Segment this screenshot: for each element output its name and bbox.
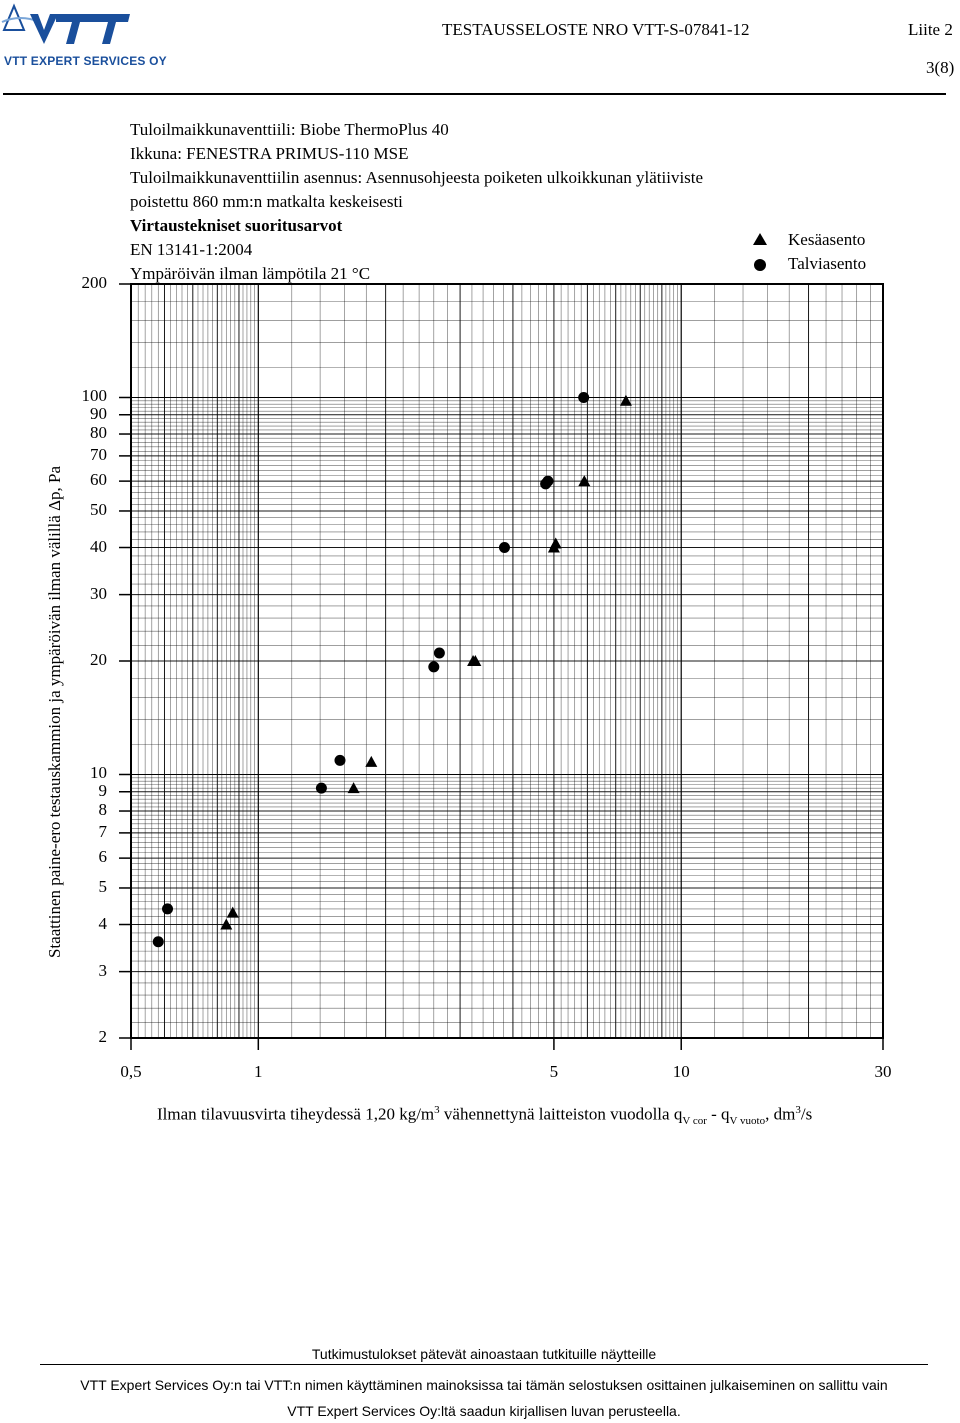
y-tick-label: 3 bbox=[98, 960, 107, 980]
x-label-sup2: 3 bbox=[795, 1104, 801, 1116]
data-point-winter bbox=[334, 755, 345, 766]
y-tick-label: 7 bbox=[98, 821, 107, 841]
x-label-mid3: , dm bbox=[765, 1104, 796, 1124]
page-number: 3(8) bbox=[926, 58, 955, 77]
y-tick-label: 100 bbox=[81, 386, 107, 406]
info-line-installation: Tuloilmaikkunaventtiilin asennus: Asennusohjeesta poiketen ulkoikkunan ylätiiviste bbox=[130, 168, 704, 187]
y-tick-label: 9 bbox=[98, 780, 107, 800]
y-tick-label: 30 bbox=[90, 583, 107, 603]
data-point-winter bbox=[428, 661, 439, 672]
data-point-summer bbox=[550, 537, 562, 548]
appendix-label: Liite 2 bbox=[908, 20, 953, 39]
y-tick-label: 40 bbox=[90, 536, 107, 556]
info-line-standard: EN 13141-1:2004 bbox=[130, 240, 253, 259]
x-label-mid1: vähennettynä laitteiston vuodolla q bbox=[439, 1104, 683, 1124]
y-tick-label: 60 bbox=[90, 470, 107, 490]
footer-line-usage: VTT Expert Services Oy:n tai VTT:n nimen käyttäminen mainoksissa tai tämän selostuksen osittainen julkaiseminen on sallittu vain bbox=[80, 1377, 888, 1393]
data-point-summer bbox=[348, 782, 360, 793]
data-point-winter bbox=[499, 542, 510, 553]
y-tick-label: 50 bbox=[90, 499, 107, 519]
info-line-valve: Tuloilmaikkunaventtiili: Biobe ThermoPlus 40 bbox=[130, 120, 449, 139]
x-tick-label: 0,5 bbox=[120, 1062, 142, 1081]
y-tick-label: 2 bbox=[98, 1027, 107, 1046]
data-point-winter bbox=[153, 936, 164, 947]
logo-text: VTT EXPERT SERVICES OY bbox=[4, 54, 167, 68]
info-line-performance: Virtaustekniset suoritusarvot bbox=[130, 216, 343, 235]
y-tick-label: 10 bbox=[90, 763, 107, 783]
data-point-summer bbox=[365, 756, 377, 767]
data-point-winter bbox=[542, 476, 553, 487]
x-tick-label: 30 bbox=[874, 1062, 892, 1081]
y-tick-label: 20 bbox=[90, 650, 107, 669]
y-tick-label: 6 bbox=[98, 847, 107, 867]
y-tick-label: 4 bbox=[98, 913, 107, 933]
info-line-installation-cont: poistettu 860 mm:n matkalta keskeisesti bbox=[130, 192, 403, 211]
data-point-winter bbox=[434, 648, 445, 659]
y-tick-label: 200 bbox=[81, 273, 107, 292]
data-point-summer bbox=[620, 395, 632, 406]
x-axis-label bbox=[157, 1104, 812, 1127]
footer-line-permission: VTT Expert Services Oy:ltä saadun kirjallisen luvan perusteella. bbox=[287, 1403, 681, 1419]
x-label-mid2: - q bbox=[706, 1104, 730, 1124]
x-tick-label: 10 bbox=[672, 1062, 690, 1081]
y-tick-label: 70 bbox=[90, 444, 107, 464]
legend-label-winter: Talviasento bbox=[788, 254, 867, 273]
y-tick-label: 80 bbox=[90, 423, 107, 443]
data-point-winter bbox=[316, 783, 327, 794]
x-label-pre: Ilman tilavuusvirta tiheydessä 1,20 kg/m bbox=[157, 1104, 435, 1124]
y-axis-label: Staattinen paine-ero testauskammion ja ympäröivän ilman välillä Δp, Pa bbox=[45, 466, 64, 958]
x-tick-label: 1 bbox=[254, 1062, 263, 1081]
report-number: TESTAUSSELOSTE NRO VTT-S-07841-12 bbox=[442, 20, 750, 39]
x-label-sub2: V vuoto bbox=[729, 1115, 766, 1128]
x-label-post: /s bbox=[800, 1104, 813, 1124]
x-label-sup1: 3 bbox=[434, 1104, 440, 1116]
legend-label-summer: Kesäasento bbox=[788, 230, 866, 249]
y-tick-label: 5 bbox=[98, 876, 107, 896]
x-tick-label: 5 bbox=[549, 1062, 559, 1081]
info-line-window: Ikkuna: FENESTRA PRIMUS-110 MSE bbox=[130, 144, 409, 163]
info-line-temperature: Ympäröivän ilman lämpötila 21 °C bbox=[130, 264, 371, 283]
x-label-sub1: V cor bbox=[682, 1115, 707, 1128]
data-point-winter bbox=[578, 392, 589, 403]
data-point-summer bbox=[227, 907, 239, 918]
y-tick-label: 90 bbox=[90, 403, 107, 423]
footer-rule bbox=[40, 1364, 928, 1365]
data-point-winter bbox=[162, 903, 173, 914]
y-tick-label: 8 bbox=[98, 800, 107, 820]
footer-note: Tutkimustulokset pätevät ainoastaan tutkituille näytteille bbox=[311, 1346, 657, 1362]
